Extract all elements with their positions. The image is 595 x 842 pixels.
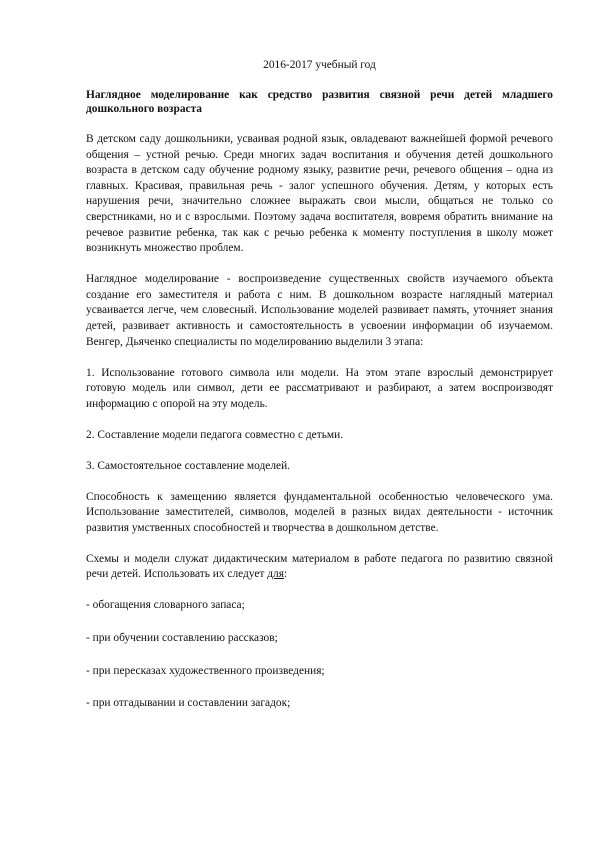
schemes-end: : bbox=[284, 568, 288, 581]
year-heading: 2016-2017 учебный год bbox=[263, 59, 376, 71]
schemes-text: Схемы и модели служат дидактическим материалом в работе педагога по развитию связной речи детей. Использовать их следует bbox=[86, 552, 553, 581]
paragraph-stage-1: 1. Использование готового символа или модели. На этом этапе взрослый демонстрирует готовую модель или символ, дети ее рассматривают и разбирают, а затем воспроизводят информацию с опорой на эту модель. bbox=[86, 366, 553, 410]
paragraph-schemes bbox=[86, 552, 553, 583]
paragraph-stage-2: 2. Составление модели педагога совместно с детьми. bbox=[86, 428, 344, 441]
schemes-underlined-word: для bbox=[267, 568, 284, 581]
paragraph-intro: В детском саду дошкольники, усваивая родной язык, овладевают важнейшей формой речевого общения – устной речью. Среди многих задач воспитания и обучения детей дошкольного возраста в детском саду обучение родному языку, развитие речи, речевого общения – одна из главных. Красивая, правильная речь - залог успешного обучения. Детям, у которых есть нарушения речи, значительно сложнее выражать свои мысли, общаться не только со сверстниками, но и с взрослыми. Поэтому задача воспитателя, вовремя обратить внимание на речевое развитие ребенка, так как с речью ребенка к моменту поступления в школу может возникнуть множество проблем. bbox=[86, 133, 553, 255]
document-page bbox=[86, 58, 553, 729]
list-item: - обогащения словарного запаса; bbox=[86, 599, 245, 612]
list-item: - при обучении составлению рассказов; bbox=[86, 631, 278, 644]
paragraph-substitution: Способность к замещению является фундаментальной особенностью человеческого ума. Использование заместителей, символов, моделей в разных видах деятельности - источник развития умственных способностей и творчества в дошкольном детстве. bbox=[86, 490, 553, 534]
list-item: - при пересказах художественного произведения; bbox=[86, 664, 325, 677]
list-item: - при отгадывании и составлении загадок; bbox=[86, 697, 291, 710]
paragraph-stage-3: 3. Самостоятельное составление моделей. bbox=[86, 459, 291, 472]
document-title: Наглядное моделирование как средство развития связной речи детей младшего дошкольного возраста bbox=[86, 89, 553, 115]
paragraph-modeling: Наглядное моделирование - воспроизведение существенных свойств изучаемого объекта создание его заместителя и работа с ним. В дошкольном возрасте наглядный материал усваивается легче, чем словесный. Использование моделей развивает память, уточняет знания детей, развивает активность и самостоятельность в усвоении информации об изучаемом. Венгер, Дьяченко специалисты по моделированию выделили 3 этапа: bbox=[86, 273, 553, 348]
